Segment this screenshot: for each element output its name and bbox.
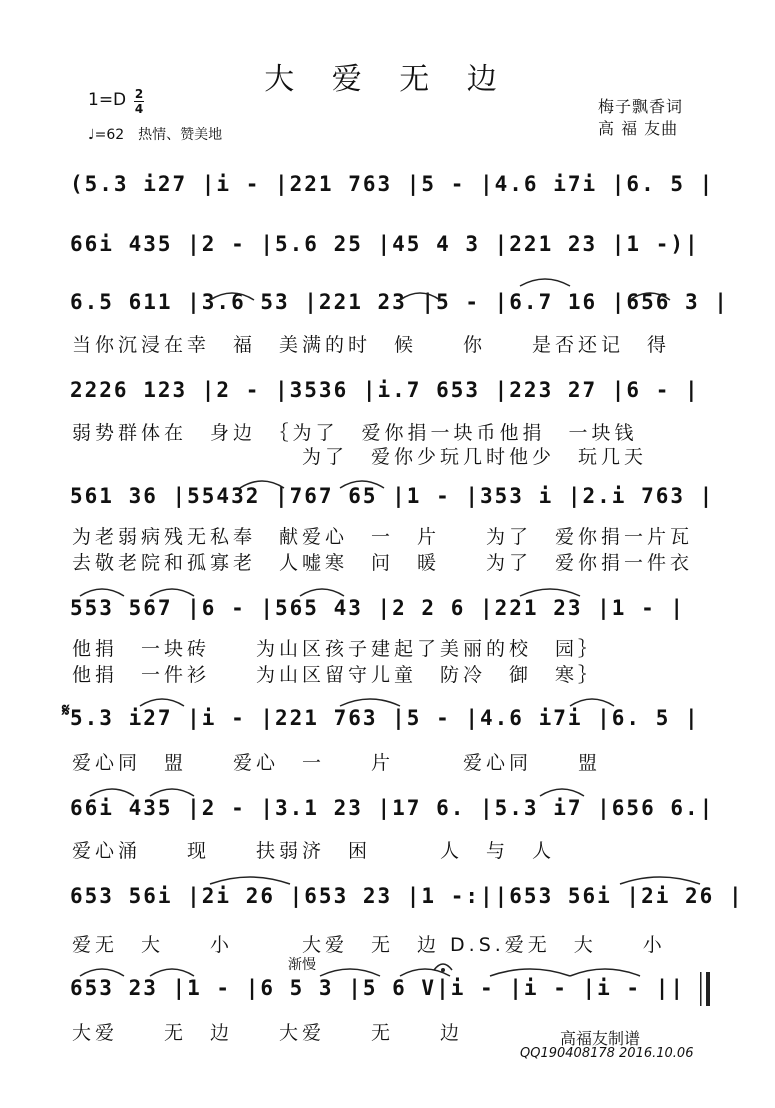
tempo-mark: ♩=62 热情、赞美地 [88, 127, 223, 143]
slur-arc [490, 969, 570, 976]
lyric-line-6: 他捐 一块砖 为山区孩子建起了美丽的校 园｝ [72, 638, 602, 660]
slur-arc [210, 877, 290, 884]
slur-arc [540, 789, 584, 796]
slur-arc [80, 589, 124, 596]
slur-arc [300, 589, 344, 596]
lyric-line-8: 爱心同 盟 爱心 一 片 爱心同 盟 [72, 752, 602, 774]
slur-arc [520, 279, 570, 286]
slur-arc [340, 699, 400, 706]
notation-row-3: 6.5 611 |3.6 53 |221 23 |5 - |6.7 16 |656 3 | [70, 290, 729, 314]
lyric-line-5: 去敬老院和孤寡老 人嘘寒 问 暖 为了 爱你捐一件衣 [72, 552, 694, 574]
lyric-line-4: 为老弱病残无私奉 献爱心 一 片 为了 爱你捐一片瓦 [72, 526, 694, 548]
slur-arc [150, 789, 194, 796]
lyricist-credit: 梅子飘香词 [598, 97, 684, 116]
notation-row-1: (5.3 i27 |i - |221 763 |5 - |4.6 i7i |6. 5 | [70, 172, 715, 196]
slur-arc [140, 699, 184, 706]
ritardando-mark: 渐慢 [288, 957, 316, 973]
slur-arc [80, 969, 124, 976]
notation-row-9: 653 56i |2i 26 |653 23 |1 -:||653 56i |2i 26 | [70, 884, 744, 908]
key-signature: 1=D [88, 90, 127, 110]
slur-arc [520, 589, 580, 596]
contact-line: QQ190408178 2016.10.06 [520, 1046, 694, 1061]
time-signature-top: 2 [134, 87, 144, 101]
slur-arc [400, 293, 440, 300]
slur-arc [150, 589, 194, 596]
lyric-line-2: 弱势群体在 身边 ｛为了 爱你捐一块币他捐 一块钱 [72, 422, 638, 444]
slur-arc [630, 293, 670, 300]
lyric-line-11: 大爱 无 边 大爱 无 边 [72, 1022, 464, 1044]
notation-row-5: 561 36 |55432 |767 65 |1 - |353 i |2.i 763 | [70, 484, 715, 508]
notation-row-2: 66i 435 |2 - |5.6 25 |45 4 3 |221 23 |1 -)| [70, 232, 700, 256]
slur-arc [340, 481, 384, 488]
notation-row-4: 2226 123 |2 - |3536 |i.7 653 |223 27 |6 - | [70, 378, 700, 402]
slur-arc [320, 969, 380, 976]
notation-row-8: 66i 435 |2 - |3.1 23 |17 6. |5.3 i7 |656 6.| [70, 796, 715, 820]
slur-arc [150, 969, 194, 976]
transcriber-credit: 高福友制谱 [560, 1029, 641, 1048]
composer-credit: 高 福 友曲 [598, 119, 679, 138]
lyric-line-9: 爱心涌 现 扶弱济 困 人 与 人 [72, 840, 556, 862]
notation-row-7: 5.3 i27 |i - |221 763 |5 - |4.6 i7i |6. 5 | [70, 706, 700, 730]
slur-arc [210, 293, 254, 300]
slur-arc [240, 481, 284, 488]
time-signature-bottom: 4 [134, 102, 144, 116]
slur-arc [570, 699, 614, 706]
fermata-dot [441, 968, 445, 972]
final-barline [700, 972, 702, 1006]
lyric-line-3: 为了 爱你少玩几时他少 玩几天 [72, 446, 648, 468]
segno-mark: 𝄋 [62, 700, 70, 721]
lyric-line-7: 他捐 一件衫 为山区留守儿童 防冷 御 寒｝ [72, 664, 602, 686]
slur-arc [90, 789, 134, 796]
slur-arc [620, 877, 700, 884]
song-title: 大 爱 无 边 [264, 62, 511, 97]
notation-row-10: 653 23 |1 - |6 5 3 |5 6 V|i - |i - |i - || [70, 976, 686, 1000]
slur-arc [570, 969, 640, 976]
final-barline [706, 972, 710, 1006]
notation-row-6: 553 567 |6 - |565 43 |2 2 6 |221 23 |1 - | [70, 596, 686, 620]
lyric-line-10: 爱无 大 小 大爱 无 边 D.S.爱无 大 小 [72, 934, 666, 956]
lyric-line-1: 当你沉浸在幸 福 美满的时 候 你 是否还记 得 [72, 334, 671, 356]
